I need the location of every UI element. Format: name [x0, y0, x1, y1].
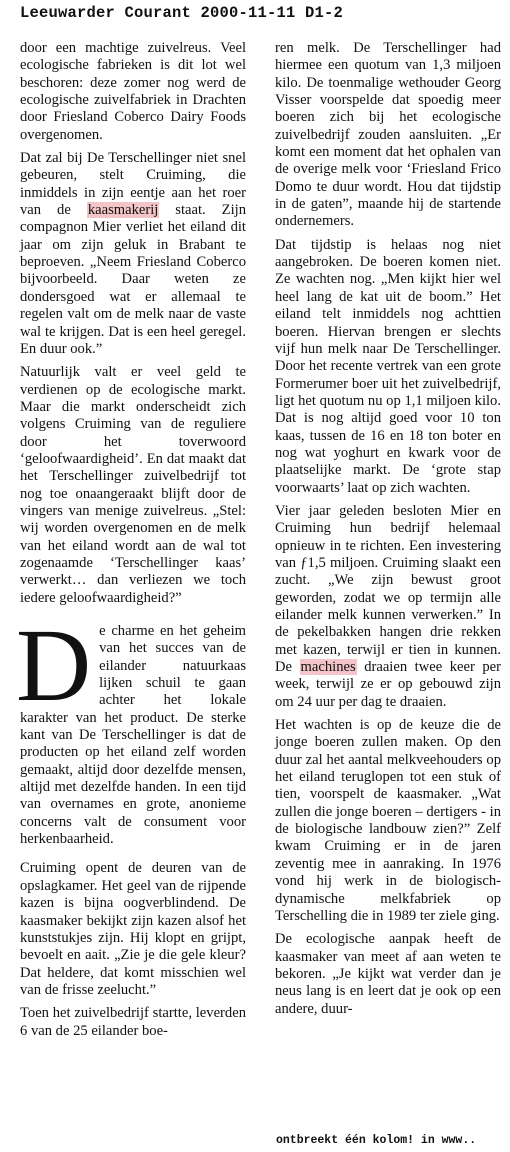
left-paragraph-6: Toen het zuivelbedrijf startte, leverden 6 van de 25 eilander boe- — [20, 1005, 246, 1039]
right-column — [275, 40, 501, 1024]
right-paragraph-3-start: Vier jaar geleden besloten Mier en Cruiming hun bedrijf helemaal opnieuw in te richten. Een investering van ƒ1,5 miljoen. Cruiming slaakt een zucht. „We zijn bewust groot geworden, zodat we op termijn alle eilander melk kunnen verwerken.” In de pekelbakken hangen drie rekken met kazen, terwijl er tien in kunnen. De — [275, 502, 501, 676]
missing-column-note: ontbreekt één kolom! in www.. — [276, 1134, 477, 1147]
left-paragraph-2-end: staat. Zijn compagnon Mier verliet het eiland dit jaar om zijn geluk in Brabant te beproeven. „Neem Friesland Coberco bijvoorbeeld. Daar weten ze dondersgoed wat er allemaal te regelen valt om de melk naar de vaste wal te krijgen. Dat is een heel geregel. En duur ook.” — [20, 202, 246, 357]
right-paragraph-3 — [275, 503, 501, 711]
left-paragraph-4: e charme en het geheim van het succes van de eilander natuurkaas lijken schuil te gaan achter het lokale karakter van het product. De sterke kant van De Terschellinger is dat de producten op het eiland zelf worden gemaakt, altijd door dezelfde mensen, altijd met dezelfde handen. In een tijd van overnames en grote, anonieme concerns valt de consument voor herkenbaarheid. — [20, 623, 246, 848]
right-paragraph-2: Dat tijdstip is helaas nog niet aangebroken. De boeren komen niet. Ze wachten nog. „Men kijkt hier wel heel lang de kat uit de boom.” Het eiland telt inmiddels nog achttien boeren. Hiervan brengen er slechts vijf hun melk naar De Terschellinger. Door het recente vertrek van een grote Formerumer boer uit het zuivelbedrijf, ligt het quotum nu op 1,1 miljoen kilo. Dat is nog altijd goed voor 10 ton kaas, tussen de 16 en 18 ton boter en nog wat yoghurt en kwark voor de plaatselijke markt. De ‘grote stap voorwaarts’ laat op zich wachten. — [275, 236, 501, 496]
left-paragraph-5: Cruiming opent de deuren van de opslagkamer. Het geel van de rijpende kazen is bijna oogverblindend. De kaasmaker bekijkt zijn kazen alsof het kunststukjes zijn. Hij klopt en grijpt, bevoelt en aait. „Zie je die gele kleur? Dat heldere, dat komt misschien wel van de frisse zeelucht.” — [20, 860, 246, 998]
right-paragraph-4: Het wachten is op de keuze die de jonge boeren zullen maken. Op den duur zal het aantal melkveehouders op het eiland teruglopen tot een stuk of tien, voorspelt de kaasmaker. „Wat zullen die jonge boeren – dertigers - in de biologische landbouw zien?” Zelf kwam Cruiming er in de jaren zeventig mee in aanraking. In 1976 vond hij werk in de biologisch-dynamische melkfabriek op Terschelling die in 1989 ter ziele ging. — [275, 717, 501, 924]
right-paragraph-1: ren melk. De Terschellinger had hiermee een quotum van 1,3 miljoen kilo. De toenmalige wethouder Georg Visser voorspelde dat spoedig meer boeren zich bij het ecologische zuivelbedrijf zouden aansluiten. „Er komt een moment dat het ophalen van de overige melk voor ‘Friesland Frico Domo te duur wordt. Hou dat tijdstip in de gaten”, maande hij de startende ondernemers. — [275, 40, 501, 230]
right-paragraph-3-end: draaien twee keer per week, terwijl ze er op gebouwd zijn om 24 uur per dag te draaien. — [275, 659, 501, 710]
left-paragraph-2 — [20, 150, 246, 358]
left-paragraph-3: Natuurlijk valt er veel geld te verdienen op de ecologische markt. Maar die markt onderscheidt zich volgens Cruiming van de reguliere door het toverwoord ‘geloofwaardigheid’. En dat maakt dat het Terschellinger zuivelbedrijf tot nog toe onaangeraakt blijft door de vingers van menige zuivelreus. „Stel: wij worden overgenomen en de melk van het eiland wordt aan de wal tot zogenaamde ‘Terschellinger kaas’ verwerkt… dan verliezen we toch iedere geloofwaardigheid?” — [20, 364, 246, 606]
left-column — [16, 40, 246, 1046]
newspaper-header: Leeuwarder Courant 2000-11-11 D1-2 — [20, 4, 344, 22]
left-paragraph-1: door een machtige zuivelreus. Veel ecologische fabrieken is dit lot wel beschoren: deze zomer nog werd de ecologische zuivelfabriek in Drachten door Friesland Coberco Dairy Foods overgenomen. — [20, 40, 246, 143]
right-paragraph-5: De ecologische aanpak heeft de kaasmaker van meet af aan weten te bekoren. „Je kijkt wat verder dan je neus lang is en leert dat je ook op een andere, duur- — [275, 931, 501, 1017]
drop-cap-letter: D — [16, 608, 92, 723]
highlighted-word-kaasmakerij: kaasmakerij — [87, 202, 159, 219]
dropcap-paragraph — [16, 608, 246, 848]
highlighted-word-machines: machines — [300, 659, 356, 676]
left-paragraph-2-start: Dat zal bij De Terschellinger niet snel gebeuren, stelt Cruiming, die inmiddels in zijn eentje aan het roer van de — [20, 150, 246, 219]
